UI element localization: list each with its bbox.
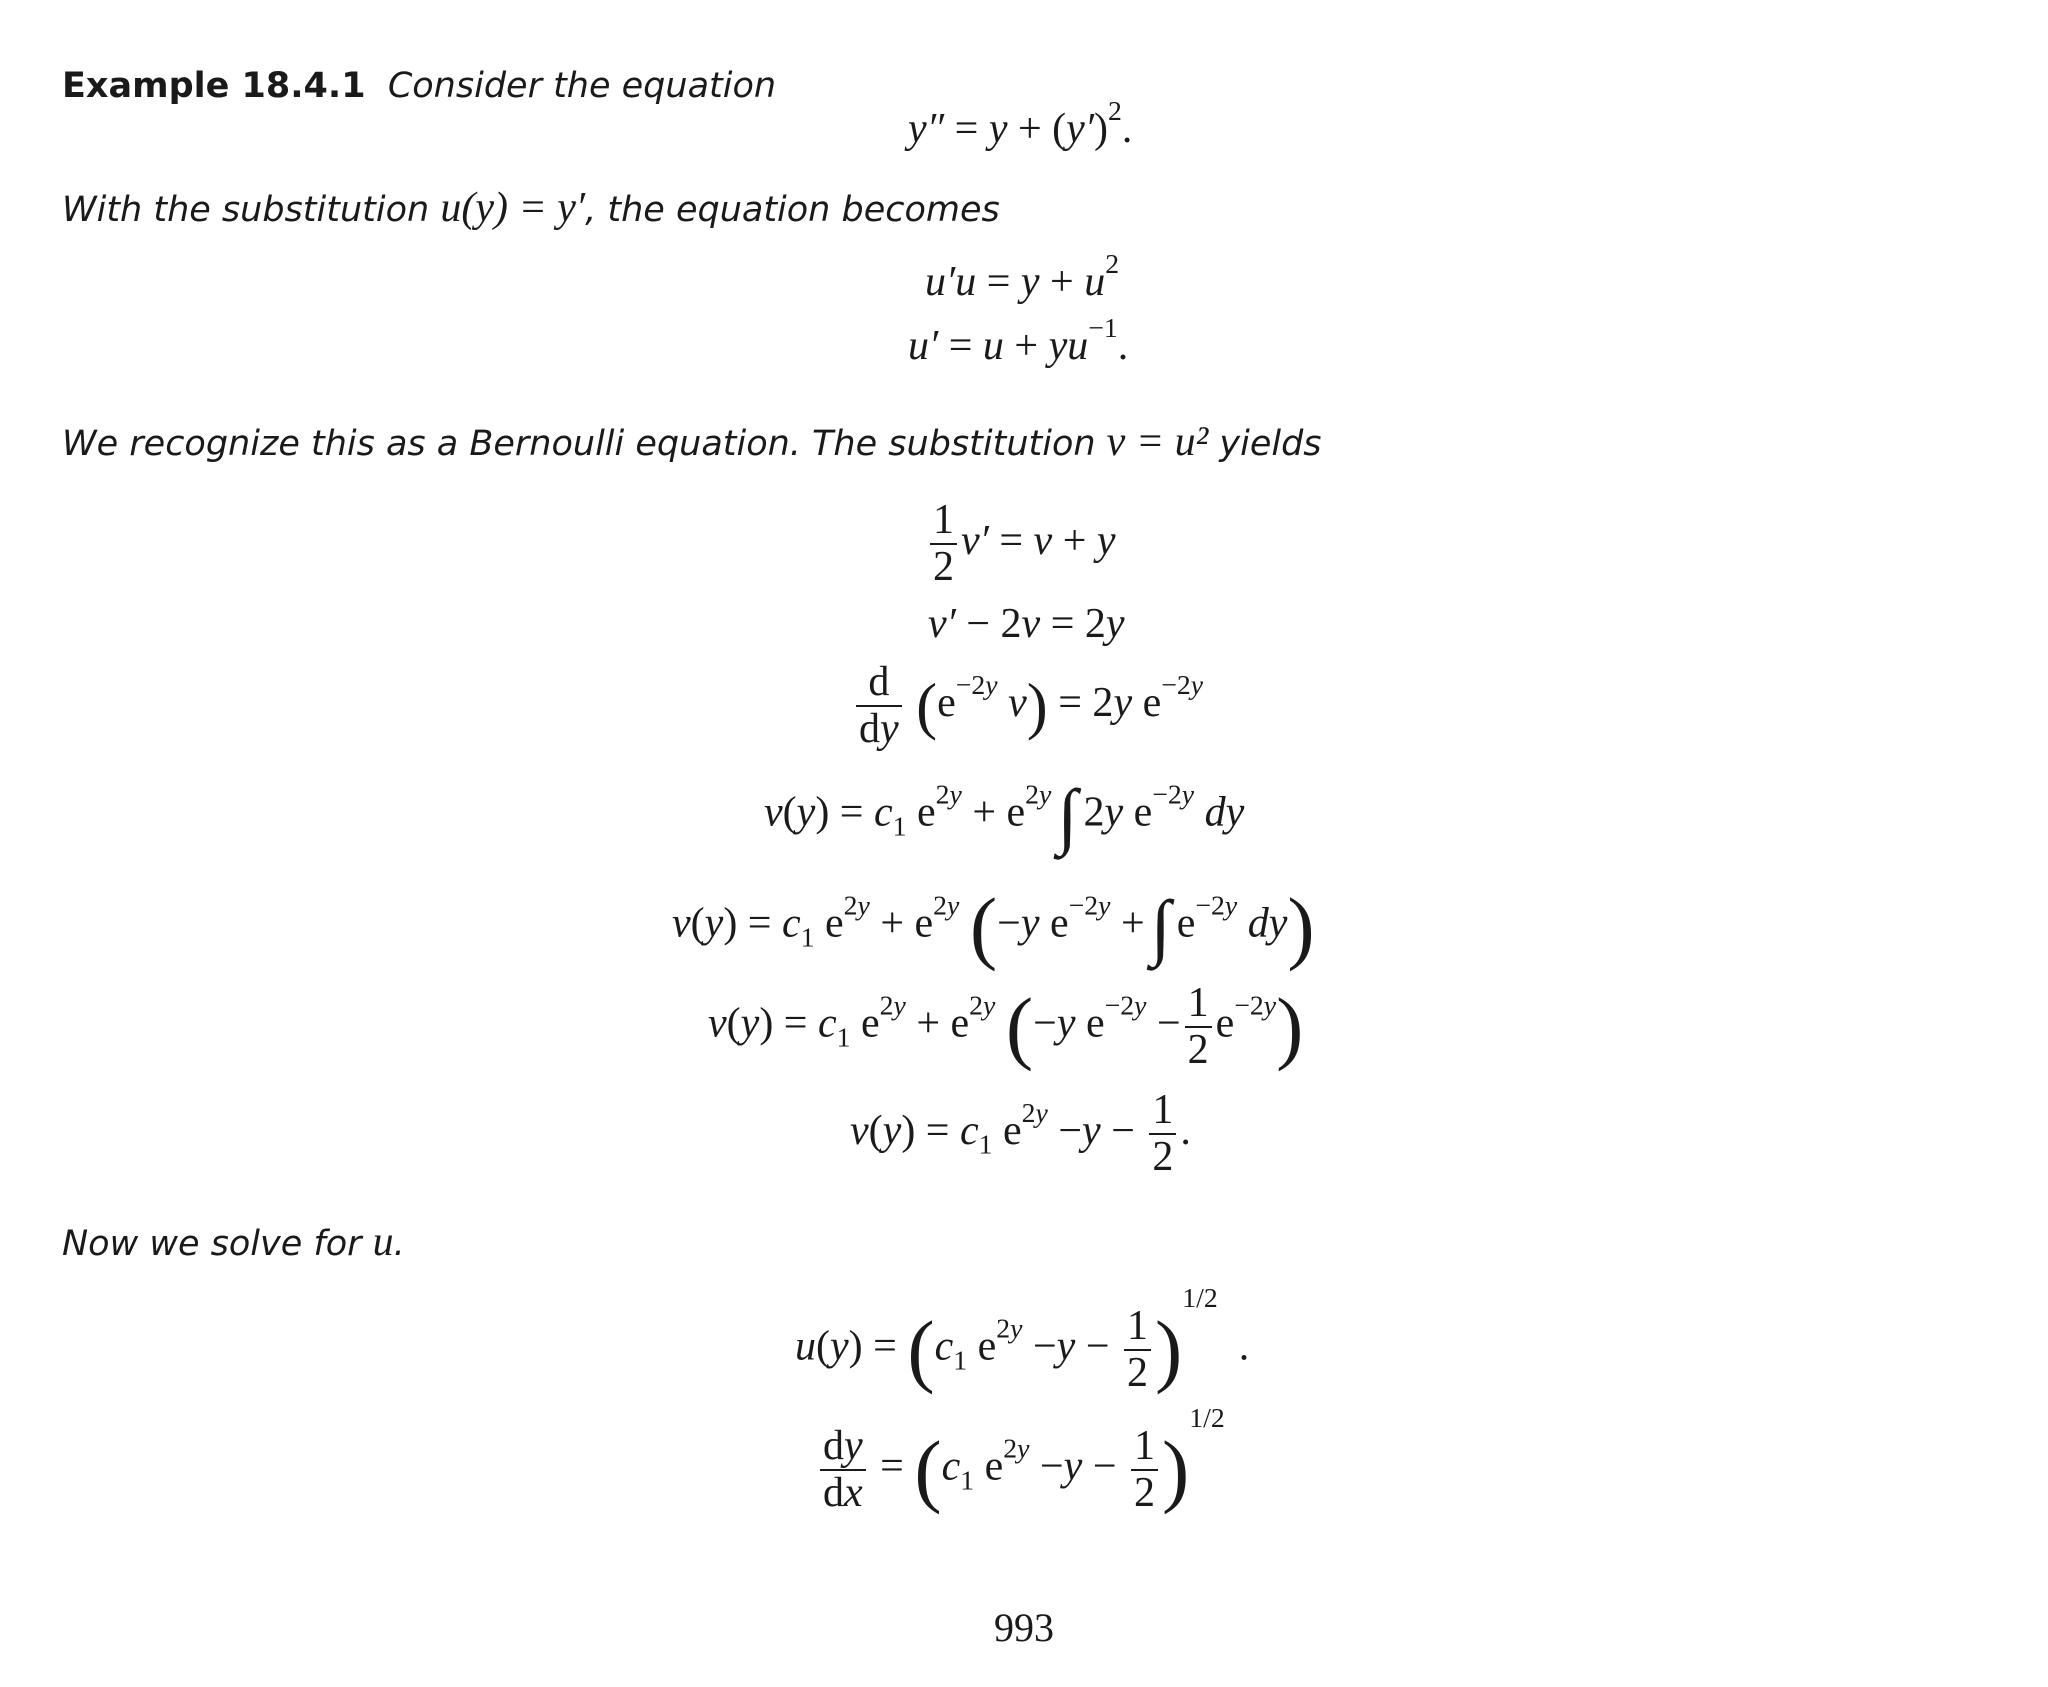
equation-linear: v′ − 2v = 2y (928, 601, 1125, 647)
substitution-sentence (62, 184, 1000, 232)
equation-uu: $u'u = y + u^2$ (925, 247, 1120, 305)
equation-v-solution: $v(y) = c_1$ $e^{2y} -y$ − $\frac{1}{2}$ . (850, 1087, 1191, 1181)
substitution-text-end: , the equation becomes (585, 190, 1000, 230)
equation-parts: $v(y) = c_1$ $e^{2y} + e^{2y}$ (−y $e^{-2y}$ +∫ $e^{-2y}$ dy) (672, 881, 1315, 972)
substitution-math: u(y) = y′ (440, 185, 586, 231)
example-intro: Consider the equation (387, 66, 777, 106)
solve-math: u (372, 1219, 394, 1265)
page-number: 993 (994, 1605, 1054, 1650)
equation-integral-form: $v(y) = c_1$ $e^{2y} + e^{2y}\int$ 2y $e^{-2y}$ dy (764, 775, 1245, 856)
solve-sentence (62, 1218, 405, 1266)
example-heading (62, 66, 776, 106)
equation-u-prime: $u' = u + yu^{-1}$. (908, 311, 1129, 369)
equation-integrating-factor: $\frac{d}{dy}$ ($e^{-2y}$ v) = 2y $e^{-2y}$ (852, 660, 1203, 753)
solve-text-end: . (393, 1224, 405, 1264)
bernoulli-math: v = u² (1106, 419, 1209, 465)
equation-half-v: $\frac{1}{2}$ v′ = v + y (926, 498, 1116, 591)
example-label: Example 18.4.1 (62, 66, 366, 106)
equation-evaluated: $v(y) = c_1$ $e^{2y} + e^{2y}$ (−y $e^{-2y}$ − $\frac{1}{2}$ $e^{-2y}$) (708, 979, 1304, 1073)
equation-dy-dx: $\frac{dy}{dx}$ = ($c_1$ $e^{2y} -y$ − $\frac{1}{2}$ )$^{1/2}$ (816, 1418, 1225, 1517)
bernoulli-text: We recognize this as a Bernoulli equation. The substitution (62, 424, 1107, 464)
substitution-text: With the substitution (62, 190, 441, 230)
bernoulli-sentence (62, 418, 1322, 466)
equation-u-solution: $u(y) = (c_1$ $e^{2y} -y$ − $\frac{1}{2}$ )$^{1/2}$ . (795, 1282, 1250, 1397)
solve-text: Now we solve for (62, 1224, 373, 1264)
equation-original: $y'' = y + (y')^2$. (908, 94, 1133, 152)
bernoulli-text-end: yields (1208, 424, 1322, 464)
